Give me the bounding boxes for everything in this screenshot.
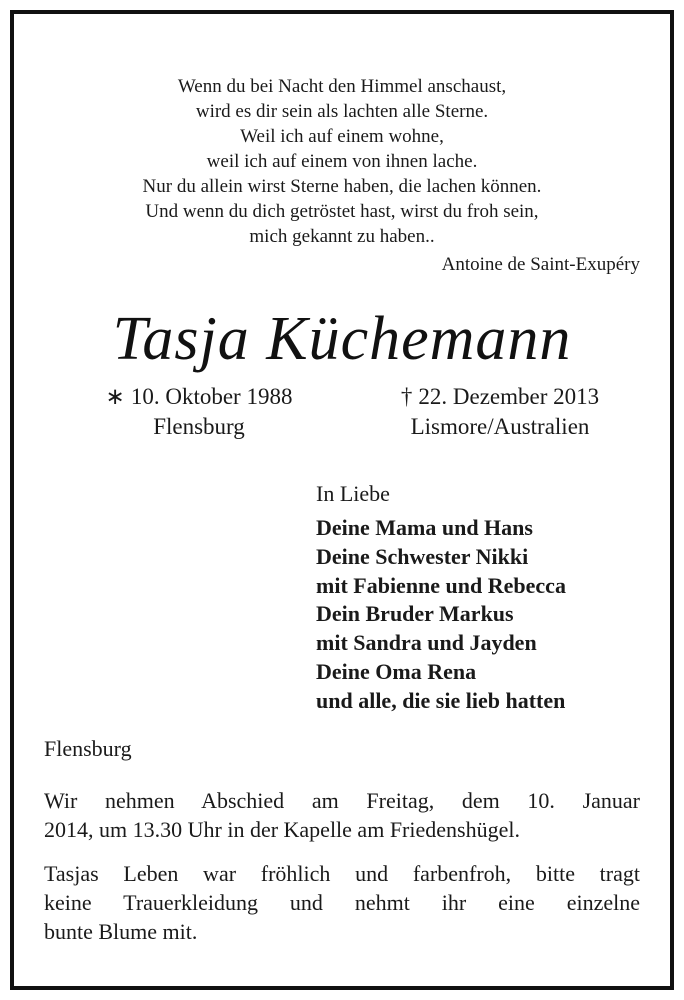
poem-line: Und wenn du dich getröstet hast, wirst du froh sein, [145, 201, 539, 222]
poem-line: Wenn du bei Nacht den Himmel anschaust, [177, 76, 507, 97]
poem [54, 74, 630, 249]
deceased-name: Tasja Küchemann [112, 305, 572, 373]
place-name: Flensburg [44, 736, 132, 761]
mourner-line: Deine Oma Rena [316, 658, 477, 684]
note-line: bunte Blume mit. [44, 919, 198, 944]
mourners-list [316, 514, 566, 716]
note-line: Tasjas Leben war fröhlich und farbenfroh, bitte tragt [44, 861, 640, 886]
mourner-line: und alle, die sie lieb hatten [316, 687, 566, 713]
death-place: Lismore/Australien [410, 414, 590, 439]
poem-line: Nur du allein wirst Sterne haben, die lachen können. [142, 176, 542, 197]
death-date: 22. Dezember 2013 [418, 384, 600, 409]
poem-author: Antoine de Saint-Exupéry [441, 254, 640, 275]
mourner-line: mit Fabienne und Rebecca [316, 572, 566, 598]
poem-line: Weil ich auf einem wohne, [240, 126, 444, 147]
death-info [370, 382, 630, 442]
birth-info [86, 382, 312, 442]
farewell-line: 2014, um 13.30 Uhr in der Kapelle am Friedenshügel. [44, 817, 520, 842]
mourner-line: Deine Schwester Nikki [316, 543, 529, 569]
birth-symbol: ∗ [105, 384, 125, 409]
obituary-frame [10, 10, 674, 990]
farewell-line: Wir nehmen Abschied am Freitag, dem 10. Januar [44, 788, 640, 813]
birth-date: 10. Oktober 1988 [130, 384, 293, 409]
note-line: keine Trauerkleidung und nehmt ihr eine einzelne [44, 890, 640, 915]
birth-place: Flensburg [153, 414, 245, 439]
mourner-line: Dein Bruder Markus [316, 601, 514, 627]
mourners-intro: In Liebe [316, 481, 390, 506]
mourner-line: Deine Mama und Hans [316, 515, 533, 540]
mourner-line: mit Sandra und Jayden [316, 630, 537, 656]
note-paragraph [44, 859, 640, 946]
poem-line: mich gekannt zu haben.. [249, 226, 435, 247]
farewell-paragraph [44, 786, 640, 844]
poem-line: weil ich auf einem von ihnen lache. [206, 151, 478, 172]
death-symbol: † [400, 384, 413, 409]
poem-line: wird es dir sein als lachten alle Sterne. [195, 101, 489, 122]
